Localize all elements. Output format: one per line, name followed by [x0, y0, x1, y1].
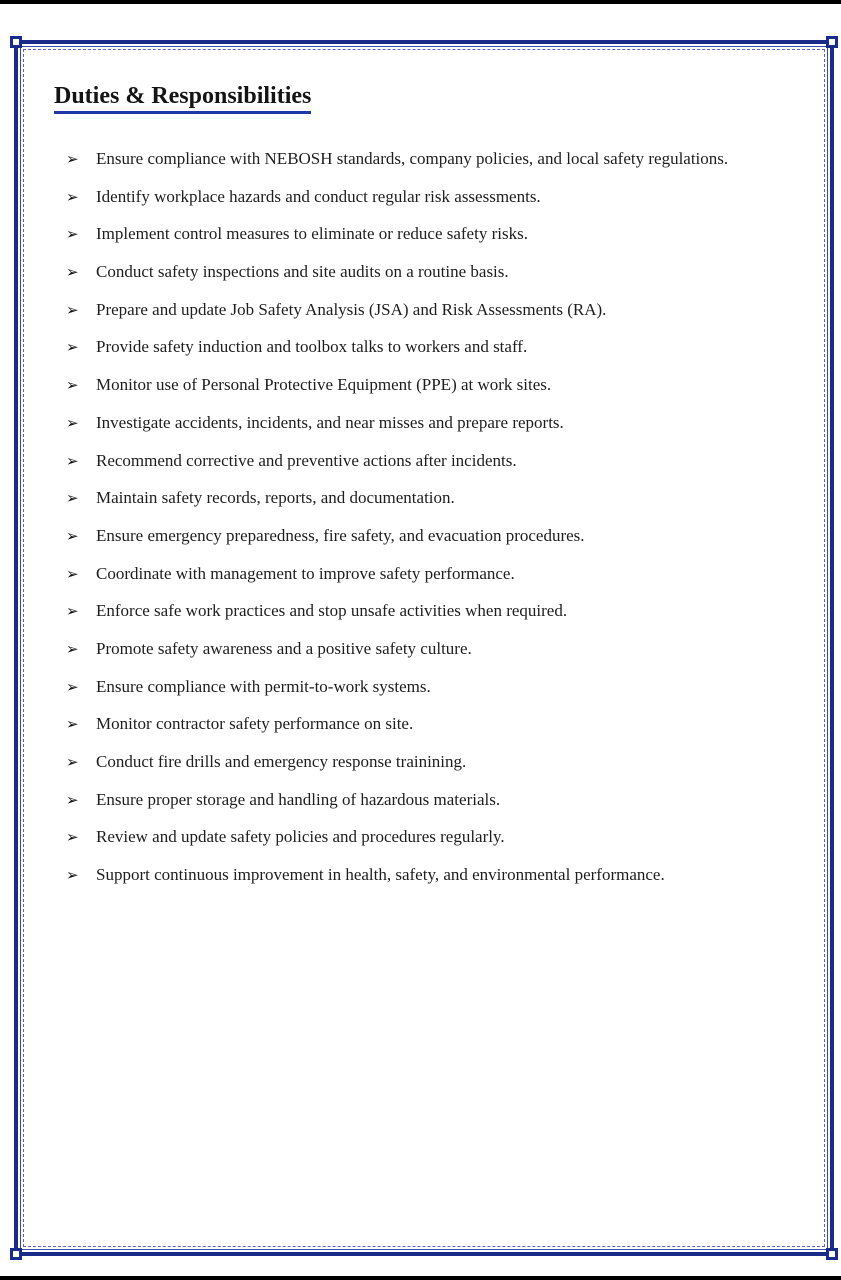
arrow-bullet-icon: ➢: [66, 300, 79, 319]
arrow-bullet-icon: ➢: [66, 150, 79, 168]
duty-text: Provide safety induction and toolbox talks to workers and staff.: [96, 337, 528, 357]
arrow-bullet-icon: ➢: [66, 451, 79, 470]
duty-item: [66, 298, 766, 322]
arrow-bullet-icon: ➢: [66, 338, 79, 357]
arrow-bullet-icon: ➢: [66, 413, 79, 432]
duty-text: Ensure emergency preparedness, fire safety, and evacuation procedures.: [96, 525, 585, 545]
arrow-bullet-icon: ➢: [66, 526, 79, 545]
duty-text: Monitor use of Personal Protective Equipment (PPE) at work sites.: [96, 375, 552, 395]
arrow-bullet-icon: ➢: [66, 489, 79, 508]
duty-text: Implement control measures to eliminate or reduce safety risks.: [96, 224, 528, 244]
corner-ornament-bottom-left: [10, 1248, 22, 1260]
duty-item: [66, 222, 766, 246]
duty-text: Conduct fire drills and emergency response trainining.: [96, 752, 467, 771]
duty-item: [66, 863, 766, 887]
duty-item: [66, 524, 766, 548]
arrow-bullet-icon: ➢: [66, 828, 79, 847]
corner-ornament-bottom-right: [826, 1248, 838, 1260]
duty-text: Review and update safety policies and procedures regularly.: [96, 827, 505, 847]
duty-item: [66, 373, 766, 397]
duty-text: Enforce safe work practices and stop unsafe activities when required.: [96, 601, 568, 621]
duty-text: Recommend corrective and preventive actions after incidents.: [96, 450, 517, 470]
arrow-bullet-icon: ➢: [66, 564, 79, 583]
arrow-bullet-icon: ➢: [66, 715, 79, 734]
arrow-bullet-icon: ➢: [66, 790, 79, 809]
corner-ornament-top-left: [10, 36, 22, 48]
document-page: [0, 4, 841, 1276]
duty-item: [66, 825, 766, 849]
duty-text: Promote safety awareness and a positive safety culture.: [96, 638, 472, 658]
duty-text: Monitor contractor safety performance on site.: [96, 714, 414, 734]
duty-item: [66, 411, 766, 435]
arrow-bullet-icon: ➢: [66, 602, 79, 621]
arrow-bullet-icon: ➢: [66, 866, 79, 885]
duty-item: [66, 486, 766, 510]
duty-item: [66, 712, 766, 736]
duty-text: Coordinate with management to improve safety performance.: [96, 563, 515, 583]
duty-text: Ensure compliance with NEBOSH standards, company policies, and local safety regulations.: [96, 149, 729, 168]
duty-item: [66, 750, 766, 774]
duty-item: [66, 335, 766, 359]
duty-text: Maintain safety records, reports, and documentation.: [96, 488, 455, 508]
duty-item: [66, 185, 766, 209]
section-heading: Duties & Responsibilities: [54, 82, 311, 114]
arrow-bullet-icon: ➢: [66, 677, 79, 696]
arrow-bullet-icon: ➢: [66, 753, 79, 771]
duty-item: [66, 788, 766, 812]
duty-text: Investigate accidents, incidents, and near misses and prepare reports.: [96, 412, 564, 432]
duty-item: [66, 449, 766, 473]
corner-ornament-top-right: [826, 36, 838, 48]
duty-item: [66, 562, 766, 586]
duty-text: Conduct safety inspections and site audits on a routine basis.: [96, 262, 509, 282]
arrow-bullet-icon: ➢: [66, 376, 79, 395]
arrow-bullet-icon: ➢: [66, 225, 79, 244]
arrow-bullet-icon: ➢: [66, 187, 79, 206]
duty-item: [66, 147, 766, 171]
duty-text: Ensure proper storage and handling of hazardous materials.: [96, 789, 501, 809]
arrow-bullet-icon: ➢: [66, 263, 79, 282]
duty-text: Support continuous improvement in health, safety, and environmental performance.: [96, 865, 665, 885]
duty-text: Ensure compliance with permit-to-work systems.: [96, 676, 431, 696]
duty-item: [66, 599, 766, 623]
duties-list: [66, 147, 766, 901]
arrow-bullet-icon: ➢: [66, 639, 79, 658]
duty-text: Identify workplace hazards and conduct regular risk assessments.: [96, 186, 541, 206]
duty-item: [66, 637, 766, 661]
duty-text: Prepare and update Job Safety Analysis (JSA) and Risk Assessments (RA).: [96, 299, 607, 319]
duty-item: [66, 675, 766, 699]
duty-item: [66, 260, 766, 284]
